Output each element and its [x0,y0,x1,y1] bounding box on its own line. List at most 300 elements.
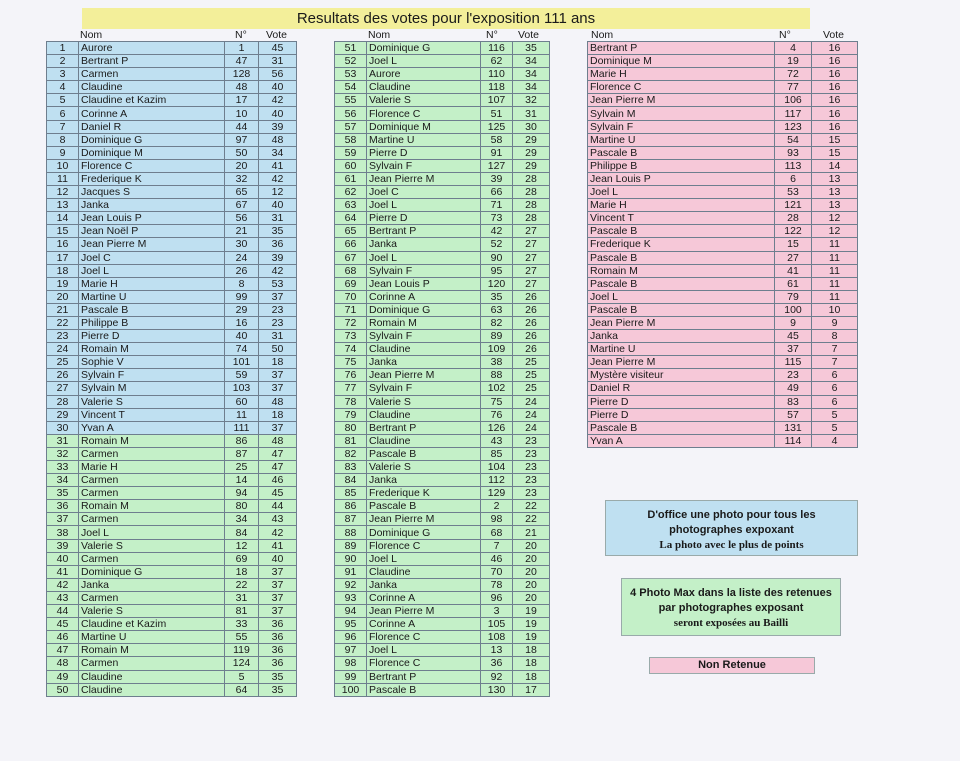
row-vote: 21 [513,526,550,539]
row-number: 131 [775,421,812,434]
table-row [335,199,550,212]
table-row [335,369,550,382]
row-name: Vincent T [588,212,775,225]
row-index: 7 [47,120,79,133]
row-index: 4 [47,81,79,94]
row-vote: 48 [259,133,297,146]
row-number: 65 [225,186,259,199]
row-vote: 15 [812,133,858,146]
table-row [47,408,297,421]
table-row [335,356,550,369]
table-row [47,461,297,474]
row-number: 59 [225,369,259,382]
row-name: Martine U [588,133,775,146]
row-index: 42 [47,578,79,591]
table-row [47,343,297,356]
row-number: 96 [481,591,513,604]
row-vote: 16 [812,120,858,133]
header-number: N° [235,29,247,41]
row-vote: 16 [812,107,858,120]
row-name: Jean Pierre M [367,172,481,185]
row-name: Claudine [367,343,481,356]
table1-headers [46,29,296,41]
row-name: Frederique K [588,238,775,251]
row-number: 130 [481,683,513,696]
table-row [335,670,550,683]
row-vote: 11 [812,290,858,303]
row-vote: 34 [259,146,297,159]
table-row [335,591,550,604]
row-name: Joel L [367,251,481,264]
row-number: 116 [481,42,513,55]
row-index: 26 [47,369,79,382]
row-index: 77 [335,382,367,395]
row-number: 4 [775,42,812,55]
row-vote: 37 [259,290,297,303]
row-index: 11 [47,172,79,185]
row-vote: 40 [259,552,297,565]
row-vote: 28 [513,212,550,225]
table-row [47,605,297,618]
table-row [47,290,297,303]
table-row [335,513,550,526]
row-name: Marie H [79,277,225,290]
row-number: 72 [775,68,812,81]
row-name: Claudine [367,81,481,94]
row-name: Joel C [367,186,481,199]
table-row [47,683,297,696]
row-vote: 29 [513,133,550,146]
legend-green-line2: par photographes exposant [658,602,804,614]
row-number: 111 [225,421,259,434]
row-name: Frederique K [79,172,225,185]
row-name: Vincent T [79,408,225,421]
row-index: 74 [335,343,367,356]
row-vote: 37 [259,605,297,618]
row-number: 70 [481,565,513,578]
row-vote: 28 [513,186,550,199]
table-row [335,42,550,55]
table-row [588,356,858,369]
row-number: 26 [225,264,259,277]
row-vote: 27 [513,277,550,290]
row-vote: 36 [259,618,297,631]
legend-green-line3: seront exposées au Bailli [673,617,789,629]
row-number: 9 [775,316,812,329]
row-number: 45 [775,330,812,343]
table-row [47,644,297,657]
table-row [47,107,297,120]
row-name: Valerie S [367,461,481,474]
row-number: 58 [481,133,513,146]
row-vote: 18 [513,670,550,683]
table-row [47,657,297,670]
row-index: 37 [47,513,79,526]
row-index: 89 [335,539,367,552]
table-row [47,225,297,238]
row-number: 53 [775,186,812,199]
row-vote: 18 [259,356,297,369]
row-vote: 25 [513,369,550,382]
row-number: 126 [481,421,513,434]
row-name: Pierre D [367,146,481,159]
row-index: 82 [335,447,367,460]
row-number: 76 [481,408,513,421]
row-name: Valerie S [367,94,481,107]
row-number: 21 [225,225,259,238]
table-row [47,251,297,264]
table-row [335,618,550,631]
row-index: 33 [47,461,79,474]
table-row [335,526,550,539]
row-name: Carmen [79,591,225,604]
row-index: 85 [335,487,367,500]
row-vote: 20 [513,565,550,578]
table-row [335,81,550,94]
row-index: 48 [47,657,79,670]
row-name: Valerie S [79,605,225,618]
row-name: Marie H [588,199,775,212]
row-number: 27 [775,251,812,264]
table-row [335,552,550,565]
table-row [335,212,550,225]
row-vote: 20 [513,591,550,604]
row-vote: 40 [259,81,297,94]
row-vote: 23 [513,447,550,460]
row-name: Jean Louis P [588,172,775,185]
row-number: 48 [225,81,259,94]
row-name: Claudine [79,683,225,696]
row-number: 1 [225,42,259,55]
row-vote: 48 [259,395,297,408]
row-name: Pascale B [79,303,225,316]
table-row [47,238,297,251]
row-vote: 35 [513,42,550,55]
table-row [588,146,858,159]
row-index: 8 [47,133,79,146]
row-number: 19 [775,55,812,68]
row-number: 43 [481,434,513,447]
row-number: 41 [775,264,812,277]
table-row [588,369,858,382]
row-vote: 27 [513,264,550,277]
row-number: 98 [481,513,513,526]
row-name: Corinne A [367,290,481,303]
row-vote: 18 [513,644,550,657]
table-row [588,238,858,251]
row-number: 81 [225,605,259,618]
table-row [47,434,297,447]
table-row [588,264,858,277]
row-number: 95 [481,264,513,277]
row-number: 32 [225,172,259,185]
row-vote: 16 [812,42,858,55]
table-row [47,369,297,382]
row-name: Romain M [588,264,775,277]
table-row [588,81,858,94]
row-vote: 16 [812,81,858,94]
row-name: Janka [79,199,225,212]
table-row [335,290,550,303]
table-row [47,277,297,290]
row-name: Yvan A [588,434,775,447]
row-name: Romain M [79,500,225,513]
row-name: Janka [367,474,481,487]
table-row [588,330,858,343]
legend-blue-line3: La photo avec le plus de points [659,539,804,551]
row-vote: 29 [513,159,550,172]
row-index: 18 [47,264,79,277]
row-index: 53 [335,68,367,81]
row-index: 94 [335,605,367,618]
row-vote: 39 [259,120,297,133]
table-row [47,133,297,146]
row-vote: 56 [259,68,297,81]
row-number: 10 [225,107,259,120]
row-index: 29 [47,408,79,421]
row-index: 17 [47,251,79,264]
row-number: 3 [481,605,513,618]
row-name: Janka [367,578,481,591]
table-row [335,539,550,552]
row-vote: 12 [259,186,297,199]
row-number: 117 [775,107,812,120]
row-index: 40 [47,552,79,565]
row-index: 67 [335,251,367,264]
row-vote: 37 [259,421,297,434]
row-number: 25 [225,461,259,474]
row-number: 14 [225,474,259,487]
row-name: Joel L [367,644,481,657]
row-vote: 20 [513,539,550,552]
table-row [588,316,858,329]
row-number: 33 [225,618,259,631]
legend-green-line1: 4 Photo Max dans la liste des retenues [630,587,832,599]
row-name: Valerie S [79,395,225,408]
row-name: Frederique K [367,487,481,500]
row-number: 22 [225,578,259,591]
row-index: 32 [47,447,79,460]
row-number: 28 [775,212,812,225]
row-index: 24 [47,343,79,356]
row-name: Daniel R [79,120,225,133]
row-index: 63 [335,199,367,212]
row-vote: 19 [513,618,550,631]
row-number: 17 [225,94,259,107]
row-vote: 42 [259,526,297,539]
row-index: 76 [335,369,367,382]
row-number: 69 [225,552,259,565]
row-number: 87 [225,447,259,460]
row-vote: 20 [513,552,550,565]
row-name: Jean Pierre M [367,605,481,618]
table-row [47,172,297,185]
row-number: 30 [225,238,259,251]
row-vote: 39 [259,251,297,264]
row-vote: 12 [812,212,858,225]
table-row [47,591,297,604]
row-vote: 31 [259,330,297,343]
row-number: 92 [481,670,513,683]
table-row [335,605,550,618]
row-name: Romain M [367,316,481,329]
row-vote: 11 [812,264,858,277]
row-number: 85 [481,447,513,460]
table-row [47,94,297,107]
row-index: 38 [47,526,79,539]
row-number: 82 [481,316,513,329]
row-vote: 26 [513,303,550,316]
row-vote: 23 [259,303,297,316]
row-vote: 36 [259,644,297,657]
row-number: 124 [225,657,259,670]
row-vote: 6 [812,395,858,408]
table-row [47,146,297,159]
row-index: 99 [335,670,367,683]
table-row [588,434,858,447]
row-vote: 31 [259,55,297,68]
table-row [588,382,858,395]
row-name: Joel L [367,552,481,565]
row-vote: 24 [513,395,550,408]
row-number: 115 [775,356,812,369]
row-name: Sophie V [79,356,225,369]
row-vote: 50 [259,343,297,356]
row-index: 50 [47,683,79,696]
row-number: 63 [481,303,513,316]
row-name: Marie H [79,461,225,474]
row-name: Sylvain F [367,382,481,395]
row-index: 64 [335,212,367,225]
row-name: Janka [79,578,225,591]
row-number: 80 [225,500,259,513]
row-name: Valerie S [79,539,225,552]
row-index: 34 [47,474,79,487]
row-name: Dominique G [367,42,481,55]
row-number: 90 [481,251,513,264]
row-index: 78 [335,395,367,408]
row-index: 14 [47,212,79,225]
row-name: Carmen [79,474,225,487]
table-row [588,186,858,199]
row-vote: 26 [513,343,550,356]
row-index: 27 [47,382,79,395]
row-name: Pascale B [588,251,775,264]
row-vote: 28 [513,199,550,212]
row-index: 100 [335,683,367,696]
row-index: 91 [335,565,367,578]
row-number: 39 [481,172,513,185]
row-vote: 43 [259,513,297,526]
row-name: Dominique M [588,55,775,68]
row-name: Aurore [367,68,481,81]
row-vote: 22 [513,500,550,513]
row-vote: 34 [513,55,550,68]
row-name: Mystère visiteur [588,369,775,382]
row-vote: 20 [513,578,550,591]
table-row [588,251,858,264]
row-name: Pierre D [588,395,775,408]
row-vote: 27 [513,225,550,238]
row-number: 94 [225,487,259,500]
row-number: 68 [481,526,513,539]
table-row [335,343,550,356]
row-index: 98 [335,657,367,670]
row-index: 92 [335,578,367,591]
row-name: Marie H [588,68,775,81]
row-number: 103 [225,382,259,395]
row-vote: 12 [812,225,858,238]
table-row [47,447,297,460]
row-number: 71 [481,199,513,212]
row-vote: 6 [812,369,858,382]
row-index: 70 [335,290,367,303]
row-number: 16 [225,316,259,329]
table-row [588,159,858,172]
row-name: Jean Louis P [79,212,225,225]
row-name: Florence C [79,159,225,172]
row-index: 1 [47,42,79,55]
table-row [335,146,550,159]
row-index: 84 [335,474,367,487]
row-number: 7 [481,539,513,552]
row-vote: 28 [513,172,550,185]
row-name: Bertrant P [588,42,775,55]
table-row [47,618,297,631]
row-name: Pascale B [588,146,775,159]
row-name: Corinne A [367,618,481,631]
row-index: 54 [335,81,367,94]
row-number: 129 [481,487,513,500]
row-vote: 13 [812,186,858,199]
table-row [588,107,858,120]
row-index: 16 [47,238,79,251]
table-row [335,94,550,107]
row-vote: 41 [259,539,297,552]
table-row [335,159,550,172]
header-name: Nom [368,29,391,41]
row-vote: 16 [812,68,858,81]
row-name: Florence C [367,657,481,670]
row-vote: 30 [513,120,550,133]
row-number: 102 [481,382,513,395]
row-index: 52 [335,55,367,68]
row-vote: 24 [513,421,550,434]
header-vote: Vote [823,29,845,41]
table-row [47,670,297,683]
row-number: 83 [775,395,812,408]
row-vote: 23 [513,487,550,500]
row-vote: 45 [259,42,297,55]
table-row [47,578,297,591]
row-name: Janka [367,356,481,369]
row-index: 62 [335,186,367,199]
table-row [588,277,858,290]
table-row [47,81,297,94]
row-vote: 24 [513,408,550,421]
table-row [588,343,858,356]
row-vote: 16 [812,94,858,107]
row-number: 64 [225,683,259,696]
row-name: Dominique G [367,303,481,316]
row-number: 75 [481,395,513,408]
row-number: 119 [225,644,259,657]
row-index: 46 [47,631,79,644]
row-name: Joel C [79,251,225,264]
row-index: 25 [47,356,79,369]
table-row [47,513,297,526]
table-row [47,565,297,578]
